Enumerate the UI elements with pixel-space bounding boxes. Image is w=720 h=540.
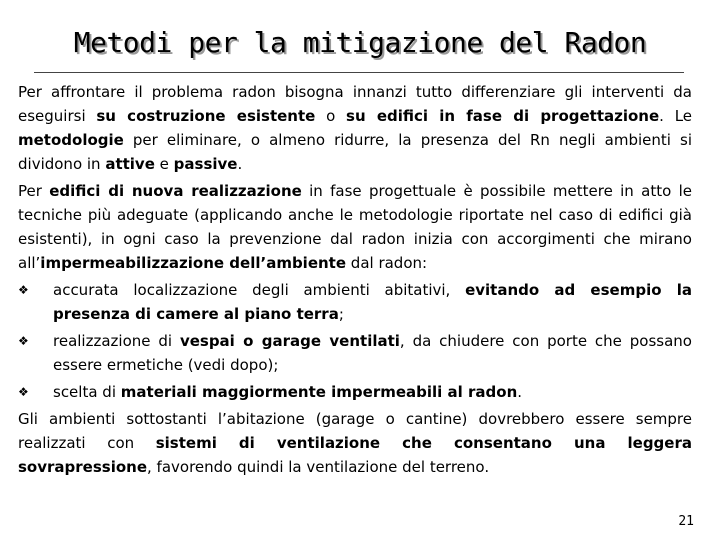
- bold-text-run: evitando ad esempio la presenza di camere al piano terra: [53, 281, 692, 323]
- text-run: ;: [338, 305, 344, 323]
- bold-text-run: passive: [173, 155, 238, 173]
- text-run: .: [237, 155, 243, 173]
- slide-body: [18, 80, 692, 479]
- bold-text-run: materiali maggiormente impermeabili al radon: [120, 383, 518, 401]
- text-run: dal radon:: [346, 254, 428, 272]
- bold-text-run: edifici di nuova realizzazione: [49, 182, 302, 200]
- four-diamond-bullet-icon: ❖: [18, 334, 29, 348]
- bullet-item: [18, 380, 692, 404]
- text-run: , da chiudere con porte che possano essere ermetiche (vedi dopo);: [53, 332, 692, 374]
- page-number: 21: [678, 514, 694, 529]
- ventilation-paragraph: [18, 407, 692, 479]
- text-run: per eliminare, o almeno ridurre, la presenza del Rn negli ambienti si dividono in: [18, 131, 692, 173]
- intro-paragraph: [18, 80, 692, 176]
- text-run: .: [517, 383, 523, 401]
- bold-text-run: sistemi di ventilazione che consentano una leggera sovrapressione: [18, 434, 692, 476]
- title-divider: [34, 72, 684, 73]
- four-diamond-bullet-icon: ❖: [18, 283, 29, 297]
- bold-text-run: su costruzione esistente: [96, 107, 316, 125]
- bold-text-run: su edifici in fase di progettazione: [346, 107, 660, 125]
- text-run: , favorendo quindi la ventilazione del terreno.: [147, 458, 490, 476]
- four-diamond-bullet-icon: ❖: [18, 385, 29, 399]
- text-run: in fase progettuale è possibile mettere in atto le tecniche più adeguate (applicando anche le metodologie riportate nel caso di edifici già esistenti), in ogni caso la prevenzione dal radon inizia con accorgimenti che mirano all’: [18, 182, 692, 272]
- text-run: o: [315, 107, 347, 125]
- text-run: Per: [18, 182, 50, 200]
- text-run: accurata localizzazione degli ambienti abitativi,: [53, 281, 466, 299]
- bullet-item: [18, 278, 692, 326]
- text-run: scelta di: [53, 383, 121, 401]
- text-run: e: [154, 155, 174, 173]
- text-run: Per affrontare il problema radon bisogna innanzi tutto differenziare gli interventi da eseguirsi: [18, 83, 692, 125]
- bold-text-run: attive: [105, 155, 155, 173]
- text-run: . Le: [659, 107, 693, 125]
- bold-text-run: impermeabilizzazione dell’ambiente: [40, 254, 347, 272]
- bold-text-run: vespai o garage ventilati: [179, 332, 400, 350]
- bold-text-run: metodologie: [18, 131, 124, 149]
- text-run: realizzazione di: [53, 332, 180, 350]
- bullet-item: [18, 329, 692, 377]
- text-run: Gli ambienti sottostanti l’abitazione (garage o cantine) dovrebbero essere sempre realizzati con: [18, 410, 692, 452]
- new-buildings-paragraph: [18, 179, 692, 275]
- slide-title: Metodi per la mitigazione del Radon: [73, 26, 647, 59]
